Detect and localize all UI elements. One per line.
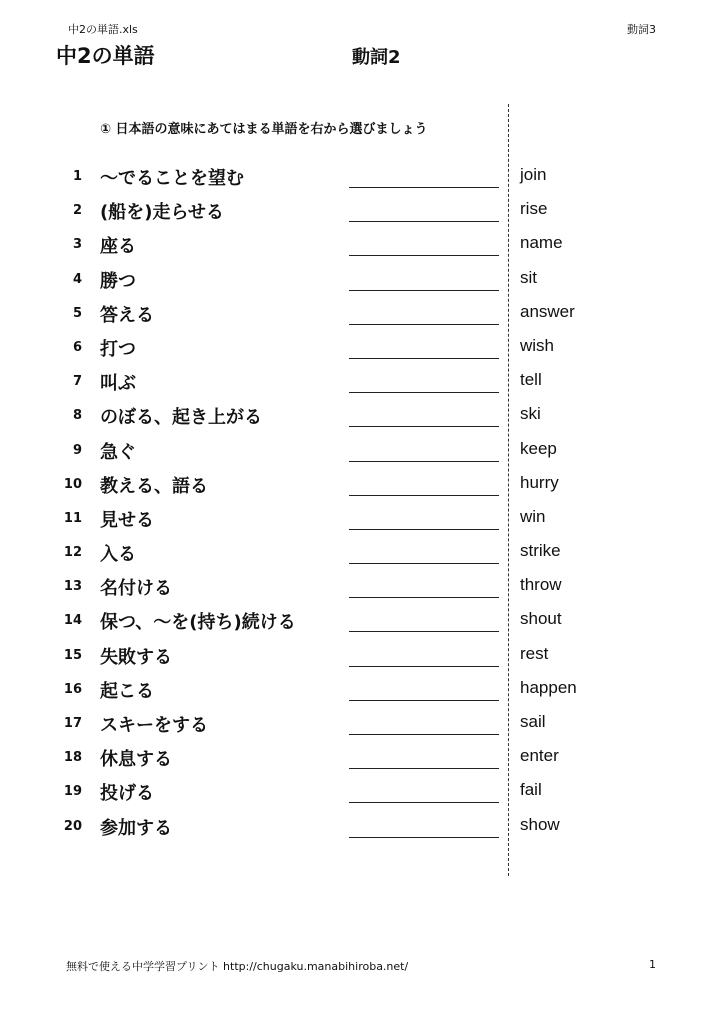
word-bank-item: throw xyxy=(520,575,562,595)
question-number: 2 xyxy=(72,203,82,219)
question-row xyxy=(58,300,498,334)
japanese-meaning: 名付ける xyxy=(100,578,172,600)
answer-blank[interactable] xyxy=(349,392,499,393)
word-bank-item: rest xyxy=(520,643,549,663)
file-name: 中2の単語.xls xyxy=(68,23,138,36)
answer-blank[interactable] xyxy=(349,563,499,564)
japanese-meaning: 打つ xyxy=(100,338,136,360)
question-number: 16 xyxy=(63,681,82,697)
japanese-meaning: 休息する xyxy=(100,749,172,771)
word-bank-item: tell xyxy=(520,370,542,390)
answer-blank[interactable] xyxy=(349,461,499,462)
word-bank-item: keep xyxy=(520,438,557,458)
question-number: 20 xyxy=(63,818,82,834)
dashed-divider xyxy=(508,104,509,876)
japanese-meaning: 見せる xyxy=(100,509,154,531)
answer-blank[interactable] xyxy=(349,631,499,632)
question-row xyxy=(58,505,498,539)
word-bank xyxy=(520,165,577,849)
page-number: 1 xyxy=(649,958,656,971)
japanese-meaning: 入る xyxy=(100,544,136,566)
question-row xyxy=(58,163,498,197)
word-bank-item: strike xyxy=(520,541,561,561)
japanese-meaning: ～でることを望む xyxy=(100,168,244,189)
word-bank-item: rise xyxy=(520,199,548,219)
word-bank-item: hurry xyxy=(520,472,559,492)
question-number: 14 xyxy=(63,613,82,629)
answer-blank[interactable] xyxy=(349,324,499,325)
japanese-meaning: 起こる xyxy=(100,680,154,702)
japanese-meaning: 参加する xyxy=(100,817,172,839)
page-subtitle: 動詞2 xyxy=(352,47,401,68)
japanese-meaning: 答える xyxy=(100,304,154,326)
japanese-meaning: 急ぐ xyxy=(100,441,136,463)
word-bank-item: win xyxy=(520,506,546,526)
japanese-meaning: 勝つ xyxy=(100,270,136,292)
answer-blank[interactable] xyxy=(349,255,499,256)
answer-blank[interactable] xyxy=(349,529,499,530)
question-row xyxy=(58,368,498,402)
japanese-meaning: (船を)走らせる xyxy=(100,202,224,224)
japanese-meaning: のぼる、起き上がる xyxy=(100,407,262,429)
japanese-meaning: 保つ、～を(持ち)続ける xyxy=(100,612,296,634)
word-bank-item: ski xyxy=(520,404,541,424)
japanese-meaning: 教える、語る xyxy=(100,475,208,497)
japanese-meaning: スキーをする xyxy=(100,715,208,736)
question-row xyxy=(58,437,498,471)
word-bank-item: show xyxy=(520,814,560,834)
question-number: 9 xyxy=(72,442,82,458)
question-number: 10 xyxy=(63,476,82,492)
question-row xyxy=(58,710,498,744)
question-list xyxy=(58,163,498,847)
answer-blank[interactable] xyxy=(349,221,499,222)
answer-blank[interactable] xyxy=(349,700,499,701)
word-bank-item: name xyxy=(520,233,563,253)
answer-blank[interactable] xyxy=(349,734,499,735)
instruction: ① 日本語の意味にあてはまる単語を右から選びましょう xyxy=(100,122,428,137)
question-number: 3 xyxy=(72,237,82,253)
answer-blank[interactable] xyxy=(349,802,499,803)
question-number: 5 xyxy=(72,305,82,321)
word-bank-item: enter xyxy=(520,746,559,766)
question-row xyxy=(58,744,498,778)
footer-text: 無料で使える中学学習プリント http://chugaku.manabihiroba.net/ xyxy=(66,960,409,973)
japanese-meaning: 失敗する xyxy=(100,646,172,668)
answer-blank[interactable] xyxy=(349,597,499,598)
sheet-code: 動詞3 xyxy=(627,23,656,36)
word-bank-item: shout xyxy=(520,609,562,629)
question-row xyxy=(58,471,498,505)
question-row xyxy=(58,266,498,300)
question-number: 11 xyxy=(63,510,82,526)
question-number: 7 xyxy=(72,374,82,390)
question-row xyxy=(58,573,498,607)
question-row xyxy=(58,334,498,368)
question-row xyxy=(58,813,498,847)
japanese-meaning: 座る xyxy=(100,236,136,258)
answer-blank[interactable] xyxy=(349,768,499,769)
word-bank-item: fail xyxy=(520,780,542,800)
word-bank-item: join xyxy=(520,165,547,184)
page-title: 中2の単語 xyxy=(56,44,155,68)
answer-blank[interactable] xyxy=(349,358,499,359)
question-number: 17 xyxy=(63,716,82,731)
question-row xyxy=(58,778,498,812)
question-number: 12 xyxy=(63,545,82,561)
answer-blank[interactable] xyxy=(349,290,499,291)
question-row xyxy=(58,539,498,573)
question-row xyxy=(58,676,498,710)
japanese-meaning: 投げる xyxy=(100,783,154,805)
question-row xyxy=(58,197,498,231)
japanese-meaning: 叫ぶ xyxy=(100,373,136,395)
question-number: 4 xyxy=(72,271,82,287)
question-row xyxy=(58,231,498,265)
word-bank-item: answer xyxy=(520,301,575,321)
answer-blank[interactable] xyxy=(349,426,499,427)
question-number: 19 xyxy=(63,784,82,800)
question-number: 1 xyxy=(72,169,82,184)
question-number: 8 xyxy=(72,408,82,424)
question-number: 15 xyxy=(63,647,82,663)
answer-blank[interactable] xyxy=(349,837,499,838)
question-row xyxy=(58,642,498,676)
question-number: 18 xyxy=(63,750,82,766)
word-bank-item: sail xyxy=(520,712,546,731)
answer-blank[interactable] xyxy=(349,187,499,188)
question-row xyxy=(58,402,498,436)
answer-blank[interactable] xyxy=(349,666,499,667)
question-number: 6 xyxy=(72,339,82,355)
word-bank-item: happen xyxy=(520,677,577,697)
answer-blank[interactable] xyxy=(349,495,499,496)
question-row xyxy=(58,607,498,641)
word-bank-item: sit xyxy=(520,267,537,287)
word-bank-item: wish xyxy=(520,335,555,355)
question-number: 13 xyxy=(63,579,82,595)
